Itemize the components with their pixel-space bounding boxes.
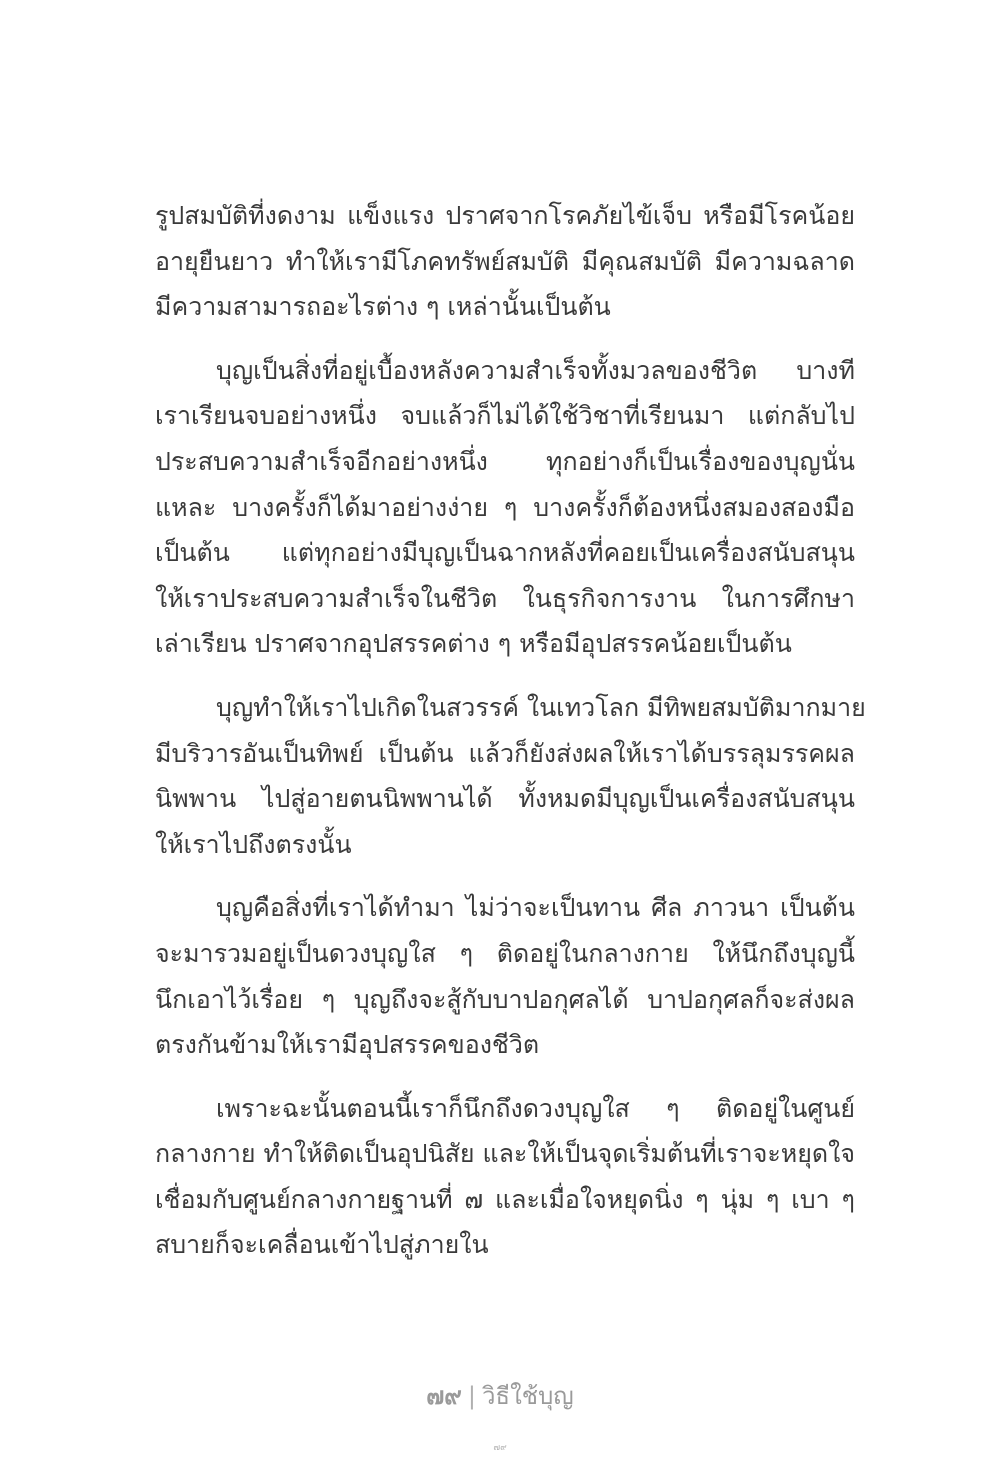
text-line: นิพพาน ไปสู่อายตนนิพพานได้ ทั้งหมดมีบุญเป็นเครื่องสนับสนุน [155,784,855,814]
text-line: นึกเอาไว้เรื่อย ๆ บุญถึงจะสู้กับบาปอกุศลได้ บาปอกุศลก็จะส่งผล [155,984,855,1014]
text-line: รูปสมบัติที่งดงาม แข็งแรง ปราศจากโรคภัยไข้เจ็บ หรือมีโรคน้อย [155,201,855,230]
text-line: จะมารวมอยู่เป็นดวงบุญใส ๆ ติดอยู่ในกลางกาย ให้นึกถึงบุญนี้ [155,938,855,968]
bottom-page-mark: ๗๙ [493,1443,507,1453]
text-line: สบายก็จะเคลื่อนเข้าไปสู่ภายใน [155,1230,489,1260]
text-line: มีบริวารอันเป็นทิพย์ เป็นต้น แล้วก็ยังส่งผลให้เราได้บรรลุมรรคผล [155,738,855,768]
text-line: มีความสามารถอะไรต่าง ๆ เหล่านั้นเป็นต้น [155,292,611,322]
book-title: วิธีใช้บุญ [481,1382,574,1410]
text-line: ประสบความสำเร็จอีกอย่างหนึ่ง ทุกอย่างก็เป็นเรื่องของบุญนั่น [155,446,855,476]
body-text [155,193,866,1286]
text-line: เพราะฉะนั้นตอนนี้เราก็นึกถึงดวงบุญใส ๆ ติดอยู่ในศูนย์ [216,1093,855,1123]
page-number: ๗๙ [426,1382,462,1410]
paragraph-3 [155,685,866,867]
text-line: เชื่อมกับศูนย์กลางกายฐานที่ ๗ และเมื่อใจหยุดนิ่ง ๆ นุ่ม ๆ เบา ๆ [155,1184,855,1214]
text-line: เป็นต้น แต่ทุกอย่างมีบุญเป็นฉากหลังที่คอยเป็นเครื่องสนับสนุน [155,538,855,568]
paragraph-2 [155,348,855,667]
text-line: ให้เราไปถึงตรงนั้น [155,829,352,859]
footer-separator: | [467,1382,476,1410]
text-line: กลางกาย ทำให้ติดเป็นอุปนิสัย และให้เป็นจุดเริ่มต้นที่เราจะหยุดใจ [155,1139,855,1169]
text-line: แหละ บางครั้งก็ได้มาอย่างง่าย ๆ บางครั้งก็ต้องหนึ่งสมองสองมือ [155,492,855,522]
text-line: บุญคือสิ่งที่เราได้ทำมา ไม่ว่าจะเป็นทาน ศีล ภาวนา เป็นต้น [216,893,855,923]
text-line: บุญเป็นสิ่งที่อยู่เบื้องหลังความสำเร็จทั้งมวลของชีวิต บางที [216,355,855,385]
paragraph-4 [155,885,855,1067]
text-line: เราเรียนจบอย่างหนึ่ง จบแล้วก็ไม่ได้ใช้วิชาที่เรียนมา แต่กลับไป [155,401,855,431]
text-line: บุญทำให้เราไปเกิดในสวรรค์ ในเทวโลก มีทิพยสมบัติมากมาย [216,692,866,722]
text-line: อายุยืนยาว ทำให้เรามีโภคทรัพย์สมบัติ มีคุณสมบัติ มีความฉลาด [155,246,855,276]
text-line: ตรงกันข้ามให้เรามีอุปสรรคของชีวิต [155,1030,540,1060]
paragraph-5 [155,1086,855,1268]
paragraph-1 [155,193,855,330]
text-line: เล่าเรียน ปราศจากอุปสรรคต่าง ๆ หรือมีอุปสรรคน้อยเป็นต้น [155,629,792,659]
text-line: ให้เราประสบความสำเร็จในชีวิต ในธุรกิจการงาน ในการศึกษา [155,583,855,613]
page-footer [0,1376,1000,1415]
